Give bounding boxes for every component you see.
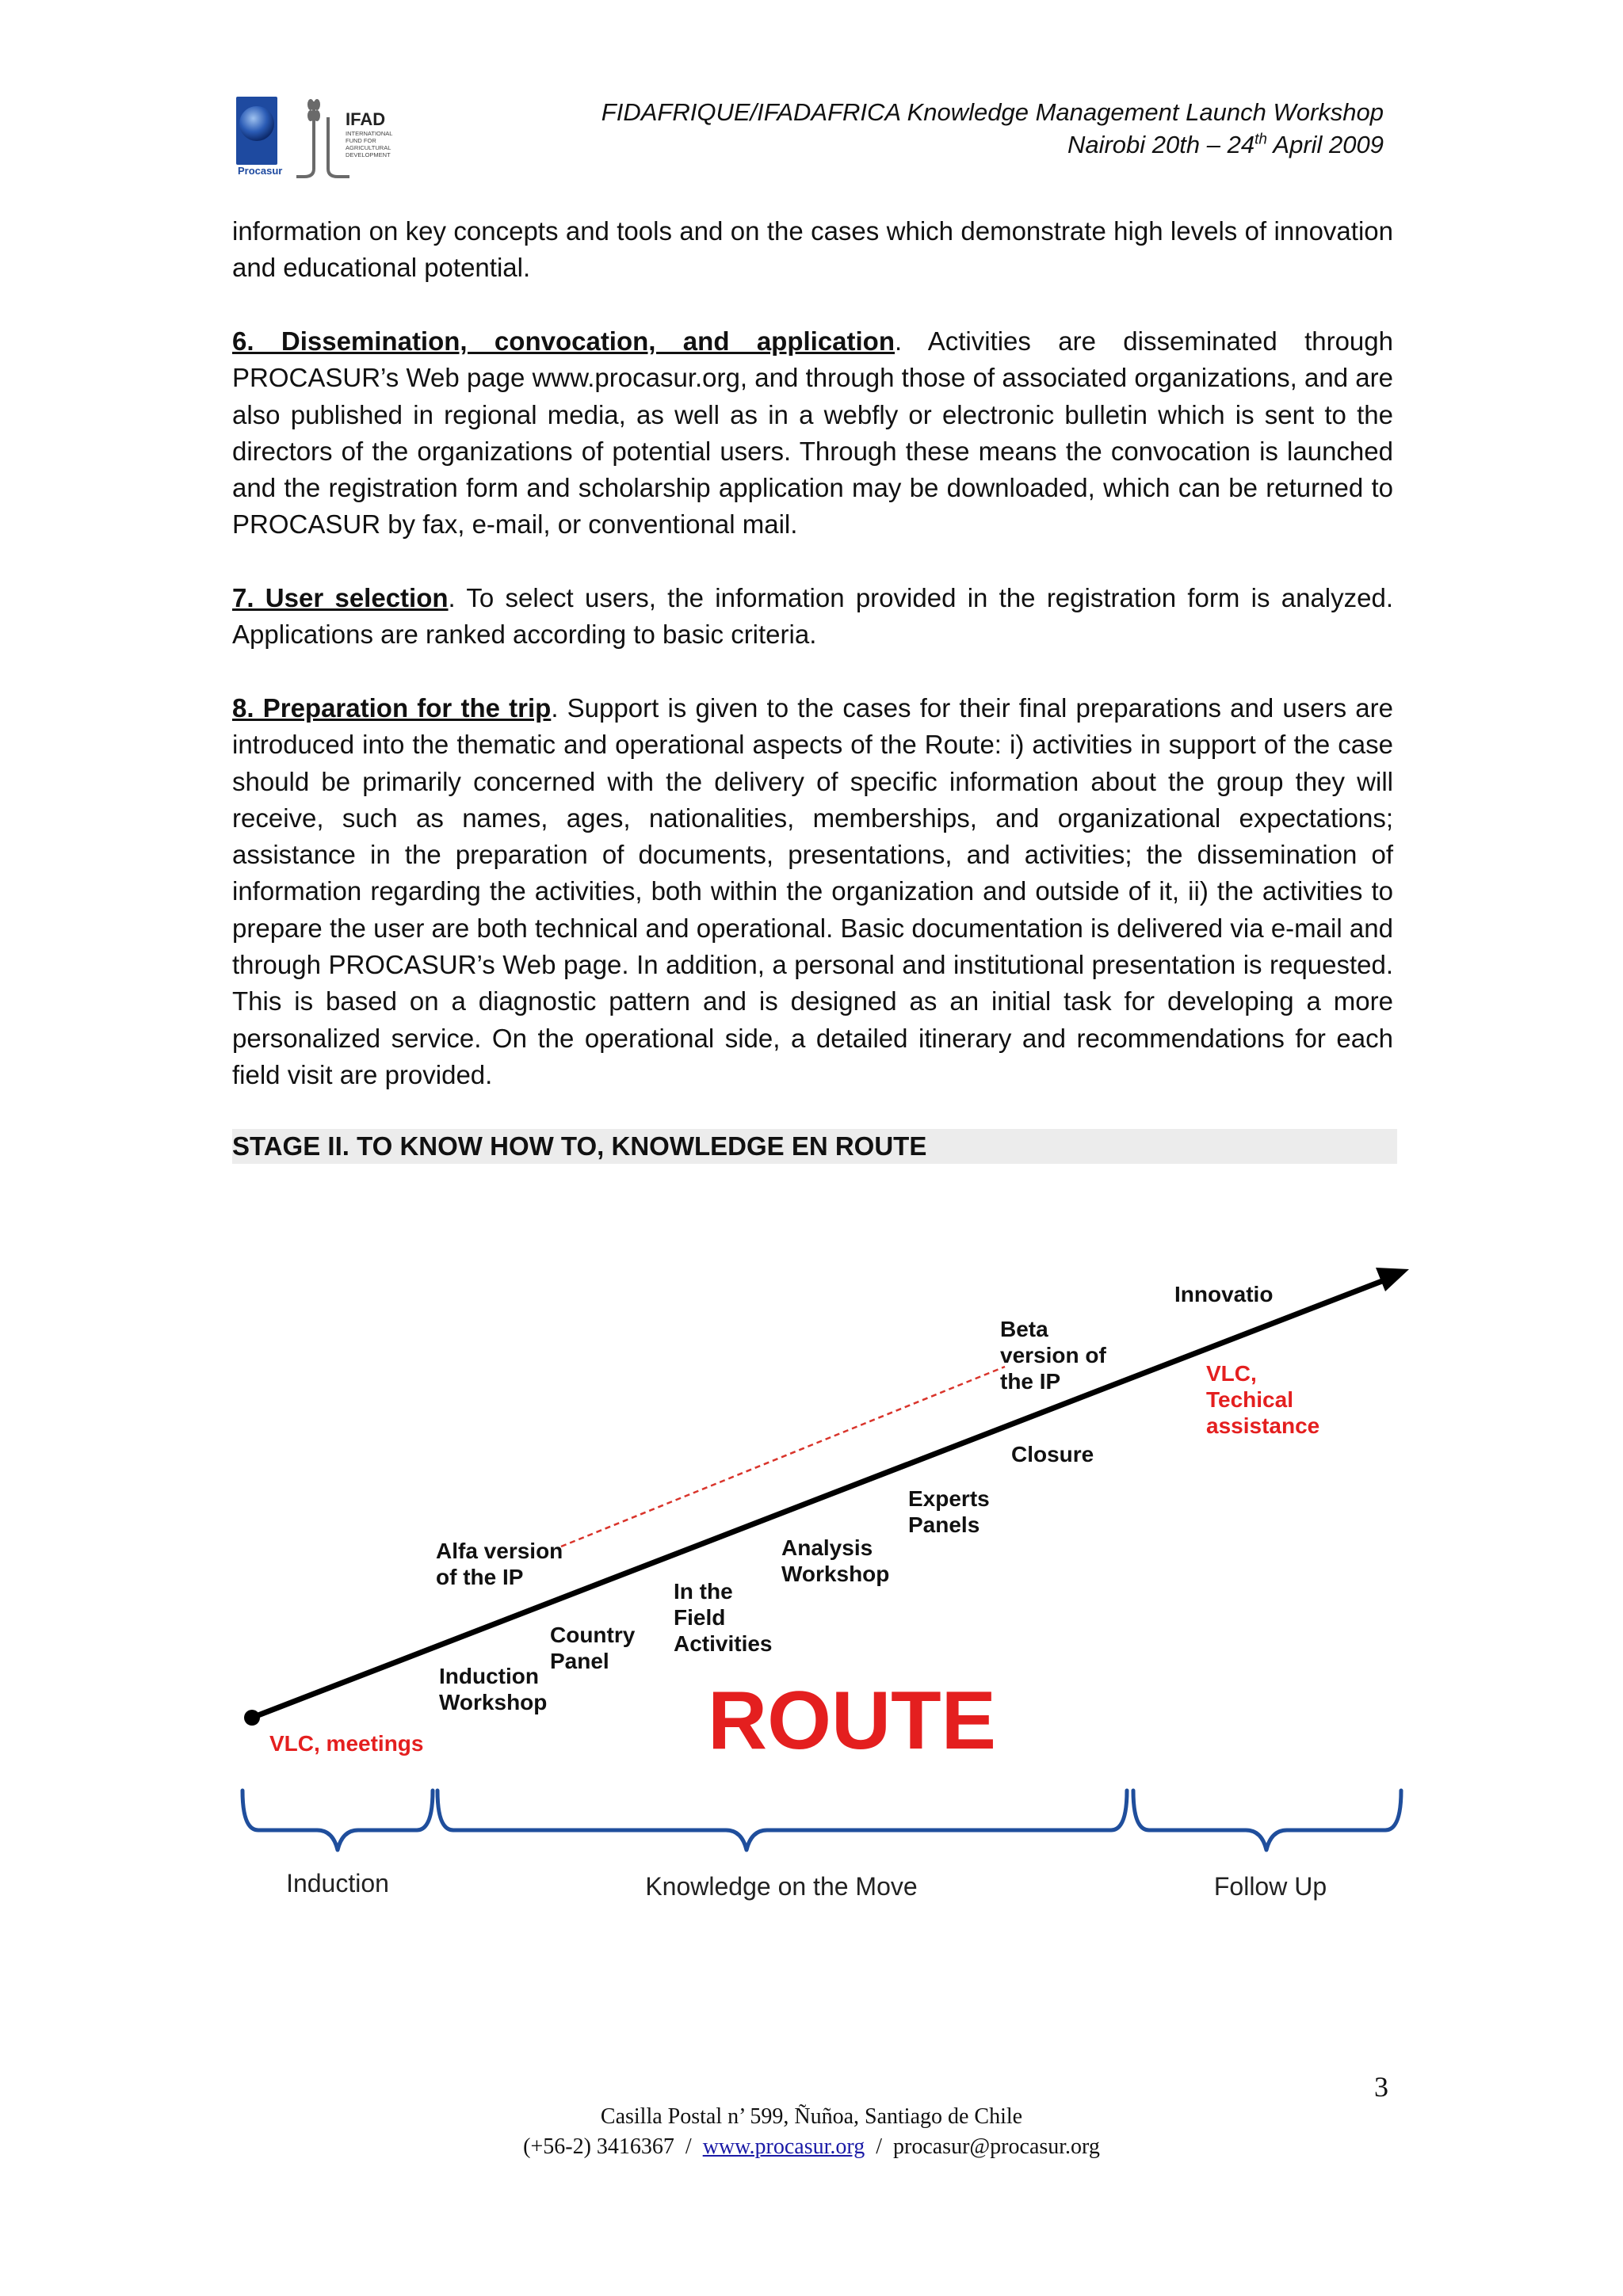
innovation-label: Innovatio — [1174, 1282, 1274, 1306]
step-field-1: In the — [674, 1579, 733, 1604]
step-analysis-workshop-1: Analysis — [781, 1535, 873, 1560]
route-diagram — [230, 1244, 1419, 1925]
start-label: VLC, meetings — [269, 1731, 424, 1756]
step-experts-panels-1: Experts — [908, 1486, 990, 1511]
footer-website-link[interactable]: www.procasur.org — [702, 2134, 865, 2159]
section-8-title: 8. Preparation for the trip — [232, 693, 552, 723]
ifad-logo-text: IFAD — [346, 109, 386, 129]
svg-text:INTERNATIONAL: INTERNATIONAL — [346, 130, 393, 137]
beta-label-3: the IP — [1000, 1369, 1061, 1394]
beta-label-1: Beta — [1000, 1317, 1048, 1341]
svg-text:FUND FOR: FUND FOR — [346, 137, 376, 144]
footer-contact: (+56-2) 3416367 / www.procasur.org / procasur@procasur.org — [523, 2134, 1100, 2159]
page-number: 3 — [1374, 2071, 1388, 2103]
procasur-ifad-logo — [235, 93, 417, 181]
alfa-label-1: Alfa version — [436, 1539, 563, 1563]
section-7-title: 7. User selection — [232, 583, 449, 612]
beta-label-2: version of — [1000, 1343, 1106, 1367]
section-6-paragraph: 6. Dissemination, convocation, and application. Activities are disseminated through PROCASUR’s Web page www.procasur.org, and through those of associated organizations, and are also published in regional media, as well as in a webfly or electronic bulletin which is sent to the directors of the organizations of potential users. Through these means the convocation is launched and the registration form and scholarship application may be downloaded, which can be returned to PROCASUR by fax, e-mail, or conventional mail. — [232, 326, 1393, 540]
phase-follow-up: Follow Up — [1213, 1872, 1327, 1901]
header-logos — [235, 93, 417, 181]
section-6-title: 6. Dissemination, convocation, and application — [232, 326, 896, 356]
step-experts-panels-2: Panels — [908, 1512, 980, 1537]
route-arrow-line — [252, 1276, 1396, 1718]
step-induction-workshop-2: Workshop — [439, 1690, 548, 1714]
route-arrow-head — [1376, 1268, 1409, 1291]
step-closure: Closure — [1011, 1442, 1094, 1466]
route-start-dot — [244, 1710, 260, 1726]
section-8-paragraph: 8. Preparation for the trip. Support is given to the cases for their final preparations and users are introduced into the thematic and operational aspects of the Route: i) activities in support of the case should be primarily concerned with the delivery of specific information about the group they will receive, such as names, ages, nationalities, memberships, and organizational expectations; assistance in the preparation of documents, presentations, and activities; the dissemination of information regarding the activities, both within the organization and outside of it, ii) the activities to prepare the user are both technical and operational. Basic documentation is delivered via e-mail and through PROCASUR’s Web page. In addition, a personal and institutional presentation is requested. This is based on a diagnostic pattern and is designed as an initial task for developing a more personalized service. On the operational side, a detailed itinerary and recommendations for each field visit are provided. — [232, 693, 1393, 1089]
intro-paragraph: information on key concepts and tools and on the cases which demonstrate high levels of innovation and educational potential. — [232, 216, 1393, 283]
end-label-1: VLC, — [1206, 1361, 1257, 1386]
brace-follow-up — [1133, 1791, 1401, 1850]
step-country-panel-1: Country — [550, 1623, 636, 1647]
brace-knowledge — [437, 1791, 1127, 1850]
route-diagram-svg — [230, 1244, 1419, 1925]
step-country-panel-2: Panel — [550, 1649, 609, 1673]
footer-phone: (+56-2) 3416367 — [523, 2134, 674, 2159]
phase-knowledge-on-the-move: Knowledge on the Move — [645, 1872, 918, 1901]
header-date: Nairobi 20th – 24th April 2009 — [1067, 131, 1384, 158]
footer-address: Casilla Postal n’ 599, Ñuñoa, Santiago de Chile — [600, 2104, 1023, 2129]
step-field-3: Activities — [674, 1631, 773, 1656]
end-label-2: Techical — [1206, 1387, 1293, 1412]
svg-text:DEVELOPMENT: DEVELOPMENT — [346, 151, 391, 158]
section-7-paragraph: 7. User selection. To select users, the information provided in the registration form is analyzed. Applications are ranked according to basic criteria. — [232, 583, 1394, 650]
footer-email: procasur@procasur.org — [893, 2134, 1100, 2159]
header-title: FIDAFRIQUE/IFADAFRICA Knowledge Management Launch Workshop — [601, 98, 1384, 126]
alfa-label-2: of the IP — [436, 1565, 524, 1589]
phase-induction: Induction — [286, 1869, 389, 1897]
svg-text:AGRICULTURAL: AGRICULTURAL — [346, 144, 391, 151]
end-label-3: assistance — [1206, 1413, 1320, 1438]
step-induction-workshop-1: Induction — [439, 1664, 539, 1688]
brace-induction — [242, 1791, 433, 1850]
route-title: ROUTE — [708, 1675, 996, 1767]
procasur-logo-text: Procasur — [238, 165, 283, 177]
step-analysis-workshop-2: Workshop — [781, 1562, 890, 1586]
step-field-2: Field — [674, 1605, 726, 1630]
stage-heading: STAGE II. TO KNOW HOW TO, KNOWLEDGE EN ROUTE — [232, 1129, 1397, 1164]
